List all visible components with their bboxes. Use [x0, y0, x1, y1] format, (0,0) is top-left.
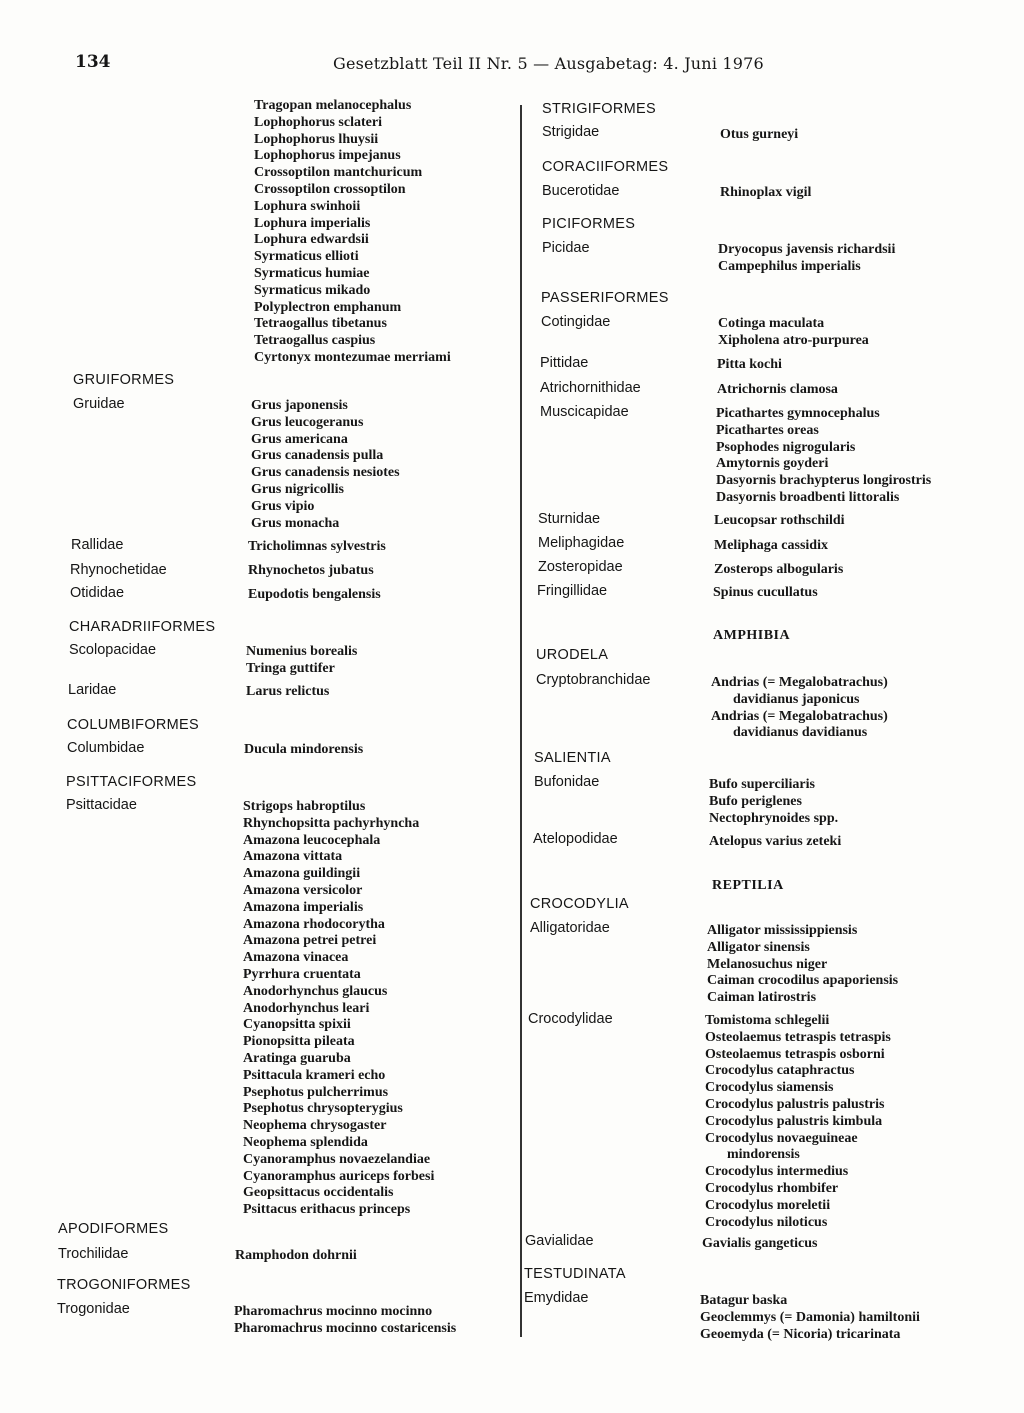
family-name: Gavialidae [525, 1233, 594, 1249]
species-name: Crocodylus palustris palustris [705, 1096, 885, 1112]
species-name: Geopsittacus occidentalis [243, 1185, 394, 1201]
species-name: Andrias (= Megalobatrachus) [711, 708, 888, 724]
species-name: Rhinoplax vigil [720, 185, 812, 200]
species-name: Grus vipio [251, 498, 315, 514]
species-name: Amazona versicolor [243, 882, 363, 898]
species-name: Cyanopsitta spixii [243, 1017, 351, 1033]
species-name: Rhynchopsitta pachyrhyncha [243, 815, 420, 831]
species-name: Xipholena atro-purpurea [718, 332, 869, 348]
right-column [522, 0, 1024, 1413]
species-name: Otus gurneyi [720, 127, 799, 142]
species-name: Anodorhynchus leari [243, 1000, 370, 1016]
species-name: Strigops habroptilus [243, 799, 366, 814]
species-name: Gavialis gangeticus [702, 1236, 818, 1251]
species-list [707, 923, 898, 1007]
order-name: CORACIIFORMES [542, 159, 669, 175]
species-name: Crossoptilon crossoptilon [254, 181, 406, 197]
species-list [716, 406, 931, 507]
family-name: Rallidae [71, 537, 124, 553]
species-name: Grus canadensis nesiotes [251, 465, 400, 481]
species-name: Crocodylus rhombifer [705, 1180, 839, 1196]
page-header: Gesetzblatt Teil II Nr. 5 — Ausgabetag: 4. Juni 1976 [333, 54, 764, 73]
species-name: Osteolaemus tetraspis osborni [705, 1046, 885, 1062]
species-name: Amazona vittata [243, 849, 343, 865]
species-name: mindorensis [727, 1147, 800, 1163]
species-name: Cotinga maculata [718, 316, 825, 331]
species-name: Rhynochetos jubatus [248, 563, 374, 578]
species-name: Anodorhynchus glaucus [243, 983, 388, 999]
species-name: Picathartes gymnocephalus [716, 406, 880, 421]
family-name: Bufonidae [534, 774, 600, 790]
family-name: Sturnidae [538, 511, 601, 527]
species-name: Amazona guildingii [243, 866, 361, 882]
species-list [248, 539, 386, 556]
species-list [244, 742, 363, 759]
species-name: davidianus davidianus [733, 725, 868, 741]
species-name: Psittacus erithacus princeps [243, 1202, 411, 1218]
species-name: Pharomachrus mocinno mocinno [234, 1304, 433, 1319]
species-list [713, 585, 818, 602]
species-name: Ducula mindorensis [244, 742, 364, 757]
species-name: Grus americana [251, 431, 348, 447]
species-name: Lophophorus lhuysii [254, 131, 379, 147]
species-name: Alligator sinensis [707, 939, 810, 955]
family-name: Scolopacidae [69, 642, 157, 658]
order-name: COLUMBIFORMES [67, 717, 199, 733]
species-name: Spinus cucullatus [713, 585, 818, 600]
species-name: Crocodylus siamensis [705, 1080, 834, 1096]
species-name: Psephotus pulcherrimus [243, 1084, 389, 1100]
order-name: PSITTACIFORMES [66, 774, 197, 790]
species-list [717, 357, 782, 374]
species-list [711, 675, 888, 742]
species-list [248, 587, 381, 604]
species-name: Caiman crocodilus apaporiensis [707, 973, 899, 989]
species-name: Pitta kochi [717, 357, 782, 372]
species-name: Numenius borealis [246, 644, 358, 659]
species-list [718, 242, 895, 276]
species-name: Crocodylus palustris kimbula [705, 1113, 883, 1129]
species-name: Neophema splendida [243, 1134, 368, 1150]
species-name: Grus monacha [251, 515, 340, 531]
species-name: Psittacula krameri echo [243, 1067, 386, 1083]
species-name: Amazona imperialis [243, 899, 364, 915]
page-number: 134 [75, 52, 111, 72]
family-name: Gruidae [73, 396, 125, 412]
species-name: Crocodylus cataphractus [705, 1063, 855, 1079]
species-name: Grus nigricollis [251, 481, 344, 497]
species-name: Neophema chrysogaster [243, 1118, 387, 1134]
species-name: Andrias (= Megalobatrachus) [711, 675, 888, 690]
species-name: Atrichornis clamosa [717, 382, 838, 397]
species-list [714, 513, 845, 530]
species-list [709, 777, 838, 827]
species-name: Tetraogallus caspius [254, 333, 376, 349]
species-name: Alligator mississippiensis [707, 923, 858, 938]
family-name: Muscicapidae [540, 404, 629, 420]
species-name: Tringa guttifer [246, 660, 335, 676]
family-name: Otididae [70, 585, 125, 601]
species-name: Melanosuchus niger [707, 956, 828, 972]
species-list [717, 382, 838, 399]
species-name: Dryocopus javensis richardsii [718, 242, 896, 257]
family-name: Atelopodidae [533, 831, 618, 847]
order-name: STRIGIFORMES [542, 101, 656, 117]
species-name: Tragopan melanocephalus [254, 98, 412, 113]
family-name: Alligatoridae [530, 920, 610, 936]
class-heading: AMPHIBIA [713, 628, 791, 643]
species-name: Meliphaga cassidix [714, 538, 828, 553]
species-name: Pharomachrus mocinno costaricensis [234, 1320, 457, 1336]
species-list [246, 644, 357, 678]
family-name: Trochilidae [58, 1246, 129, 1262]
species-name: Aratinga guaruba [243, 1050, 351, 1066]
species-list [714, 538, 828, 555]
species-list [243, 799, 434, 1219]
species-list [251, 398, 400, 532]
order-name: PASSERIFORMES [541, 290, 669, 306]
species-name: Caiman latirostris [707, 990, 817, 1006]
order-name: TROGONIFORMES [57, 1277, 191, 1293]
species-list [705, 1013, 891, 1231]
family-name: Trogonidae [57, 1301, 130, 1317]
order-name: CHARADRIIFORMES [69, 619, 216, 635]
species-name: Amazona petrei petrei [243, 933, 377, 949]
species-list [254, 98, 451, 367]
species-name: Psephotus chrysopterygius [243, 1101, 403, 1117]
species-name: Amazona vinacea [243, 950, 349, 966]
family-name: Cotingidae [541, 314, 611, 330]
species-name: Bufo periglenes [709, 793, 802, 809]
species-name: Geoclemmys (= Damonia) hamiltonii [700, 1309, 920, 1325]
family-name: Laridae [68, 682, 117, 698]
species-name: davidianus japonicus [733, 691, 860, 707]
species-name: Atelopus varius zeteki [709, 834, 842, 849]
species-name: Polyplectron emphanum [254, 299, 402, 315]
order-name: SALIENTIA [534, 750, 611, 766]
species-name: Crocodylus moreletii [705, 1197, 831, 1213]
family-name: Zosteropidae [538, 559, 623, 575]
species-name: Syrmaticus humiae [254, 265, 370, 281]
family-name: Strigidae [542, 124, 600, 140]
species-name: Syrmaticus ellioti [254, 249, 359, 265]
order-name: GRUIFORMES [73, 372, 175, 388]
species-list [714, 562, 843, 579]
species-name: Syrmaticus mikado [254, 282, 371, 298]
species-name: Crocodylus intermedius [705, 1164, 849, 1180]
species-list [720, 127, 798, 144]
species-name: Grus leucogeranus [251, 414, 364, 430]
species-name: Cyanoramphus auriceps forbesi [243, 1168, 435, 1184]
species-name: Geoemyda (= Nicoria) tricarinata [700, 1326, 901, 1342]
species-list [235, 1248, 357, 1265]
order-name: URODELA [536, 647, 609, 663]
order-name: TESTUDINATA [524, 1266, 626, 1282]
species-name: Lophophorus impejanus [254, 148, 401, 164]
species-list [246, 684, 329, 701]
family-name: Pittidae [540, 355, 589, 371]
species-name: Grus canadensis pulla [251, 448, 384, 464]
family-name: Crocodylidae [528, 1011, 613, 1027]
species-list [234, 1304, 456, 1338]
family-name: Meliphagidae [538, 535, 625, 551]
species-name: Tomistoma schlegelii [705, 1013, 830, 1028]
species-name: Tetraogallus tibetanus [254, 316, 387, 332]
order-name: CROCODYLIA [530, 896, 629, 912]
family-name: Cryptobranchidae [536, 672, 651, 688]
species-name: Amytornis goyderi [716, 456, 829, 472]
order-name: PICIFORMES [542, 216, 636, 232]
species-name: Dasyornis brachypterus longirostris [716, 473, 932, 489]
species-list [718, 316, 869, 350]
species-name: Larus relictus [246, 684, 330, 699]
species-name: Lophura imperialis [254, 215, 371, 231]
species-list [248, 563, 374, 580]
species-name: Eupodotis bengalensis [248, 587, 381, 602]
species-name: Lophura swinhoii [254, 198, 361, 214]
family-name: Rhynochetidae [70, 562, 167, 578]
species-name: Picathartes oreas [716, 422, 819, 438]
family-name: Bucerotidae [542, 183, 620, 199]
species-name: Bufo superciliaris [709, 777, 815, 792]
family-name: Fringillidae [537, 583, 608, 599]
species-name: Amazona leucocephala [243, 832, 381, 848]
species-name: Amazona rhodocorytha [243, 916, 385, 932]
species-name: Crocodylus novaeguineae [705, 1130, 858, 1146]
species-name: Cyrtonyx montezumae merriami [254, 349, 451, 365]
family-name: Emydidae [524, 1290, 589, 1306]
species-name: Nectophrynoides spp. [709, 810, 839, 826]
species-list [709, 834, 841, 851]
species-name: Crossoptilon mantchuricum [254, 165, 423, 181]
species-name: Cyanoramphus novaezelandiae [243, 1151, 431, 1167]
species-name: Osteolaemus tetraspis tetraspis [705, 1029, 891, 1045]
species-list [702, 1236, 818, 1253]
species-name: Dasyornis broadbenti littoralis [716, 489, 900, 505]
species-name: Tricholimnas sylvestris [248, 539, 386, 554]
family-name: Psittacidae [66, 797, 137, 813]
species-name: Crocodylus niloticus [705, 1214, 828, 1230]
order-name: APODIFORMES [58, 1221, 169, 1237]
class-heading: REPTILIA [712, 878, 784, 893]
species-name: Psophodes nigrogularis [716, 439, 856, 455]
species-name: Batagur baska [700, 1293, 788, 1308]
species-list [700, 1293, 920, 1343]
species-name: Pyrrhura cruentata [243, 966, 361, 982]
family-name: Columbidae [67, 740, 145, 756]
species-name: Zosterops albogularis [714, 562, 844, 577]
species-list [720, 185, 811, 202]
family-name: Atrichornithidae [540, 380, 641, 396]
species-name: Campephilus imperialis [718, 258, 861, 274]
species-name: Ramphodon dohrnii [235, 1248, 357, 1263]
species-name: Grus japonensis [251, 398, 348, 413]
species-name: Lophura edwardsii [254, 232, 369, 248]
species-name: Pionopsitta pileata [243, 1034, 355, 1050]
species-name: Lophophorus sclateri [254, 114, 382, 130]
family-name: Picidae [542, 240, 590, 256]
species-name: Leucopsar rothschildi [714, 513, 845, 528]
